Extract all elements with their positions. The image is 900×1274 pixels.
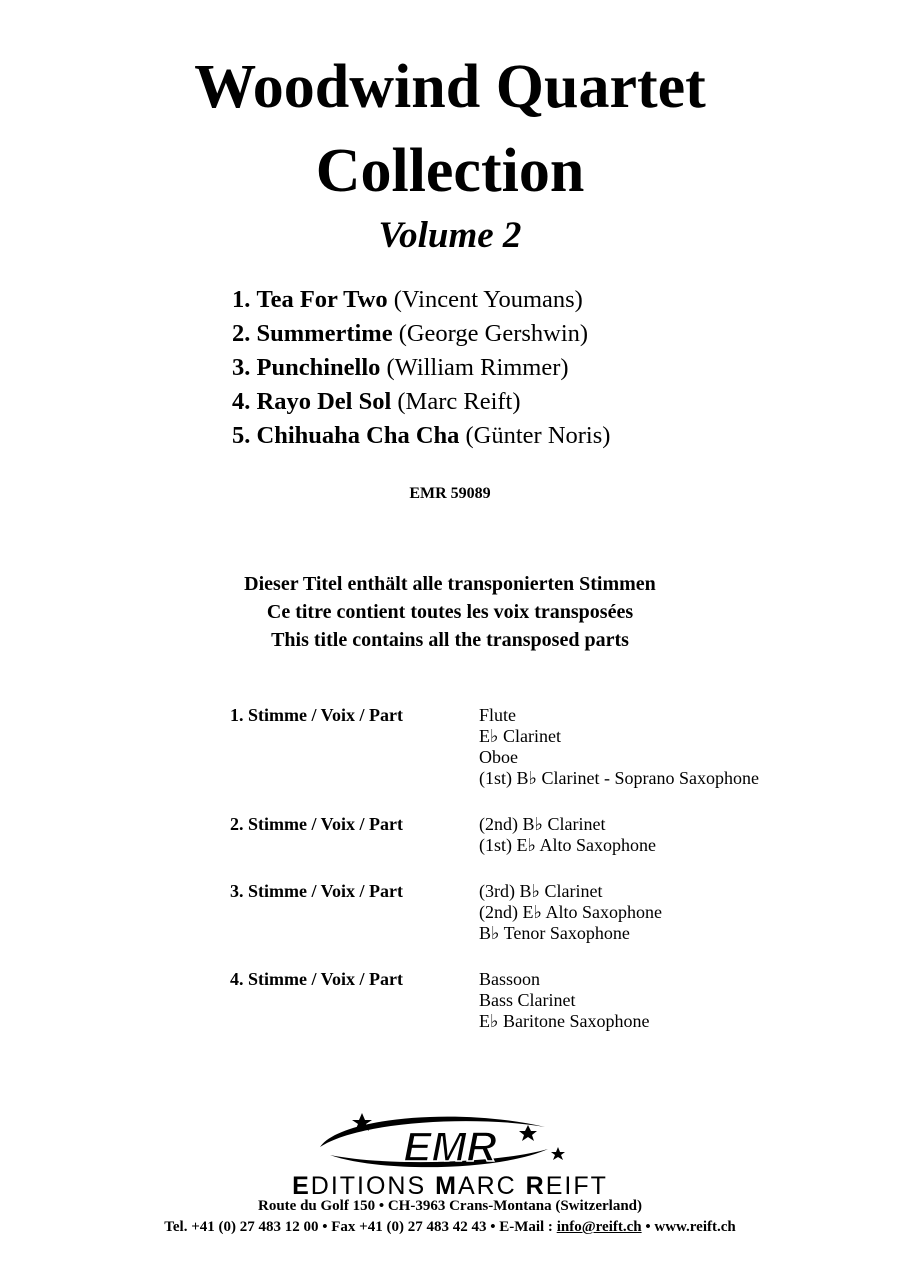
part-instruments <box>479 881 662 944</box>
part-instruments <box>479 814 656 856</box>
instrument: (2nd) B♭ Clarinet <box>479 814 606 834</box>
instrument: Bassoon <box>479 969 541 989</box>
publisher-name <box>0 1172 900 1200</box>
song-composer: (George Gershwin) <box>398 320 589 347</box>
song-number: 4. <box>232 388 251 415</box>
instrument: (1st) E♭ Alto Saxophone <box>479 835 656 855</box>
part-label: 3. Stimme / Voix / Part <box>230 881 403 901</box>
song-number: 1. <box>232 286 251 313</box>
instrument: Flute <box>479 705 517 725</box>
title-line-1: Woodwind Quartet <box>194 53 706 121</box>
instrument: (2nd) E♭ Alto Saxophone <box>479 902 662 922</box>
instrument: (3rd) B♭ Clarinet <box>479 881 603 901</box>
song-title: Rayo Del Sol <box>256 388 392 415</box>
publisher-contact <box>0 1219 900 1236</box>
song-composer: (William Rimmer) <box>386 354 569 381</box>
publisher-name-part: ARC <box>457 1172 526 1200</box>
transposition-notes <box>0 570 900 654</box>
list-item <box>232 283 610 317</box>
part-row <box>230 969 850 1032</box>
part-label: 2. Stimme / Voix / Part <box>230 814 403 834</box>
part-row <box>230 881 850 944</box>
list-item <box>232 351 610 385</box>
note-english: This title contains all the transposed parts <box>271 629 629 651</box>
publisher-address: Route du Golf 150 • CH-3963 Crans-Montana (Switzerland) <box>258 1198 642 1214</box>
song-title: Chihuaha Cha Cha <box>256 422 460 449</box>
instrument: Bass Clarinet <box>479 990 576 1010</box>
part-row <box>230 705 850 789</box>
emr-logo <box>300 1105 600 1175</box>
logo-text: EMR <box>403 1123 497 1170</box>
email-link[interactable]: info@reift.ch <box>556 1219 642 1235</box>
part-instruments <box>479 705 759 789</box>
publisher-name-initial: M <box>435 1172 458 1200</box>
song-list <box>232 283 610 453</box>
star-icon <box>551 1147 565 1160</box>
instrument: E♭ Clarinet <box>479 726 561 746</box>
list-item <box>232 317 610 351</box>
publisher-name-part: EIFT <box>545 1172 608 1200</box>
catalog-code: EMR 59089 <box>409 485 491 502</box>
instrument: B♭ Tenor Saxophone <box>479 923 630 943</box>
song-number: 2. <box>232 320 251 347</box>
song-number: 3. <box>232 354 251 381</box>
part-label: 1. Stimme / Voix / Part <box>230 705 403 725</box>
song-composer: (Günter Noris) <box>465 422 611 449</box>
song-title: Punchinello <box>256 354 381 381</box>
note-french: Ce titre contient toutes les voix transposées <box>266 601 634 623</box>
song-title: Summertime <box>256 320 393 347</box>
publisher-name-initial: R <box>525 1172 546 1200</box>
song-composer: (Vincent Youmans) <box>393 286 583 313</box>
part-instruments <box>479 969 649 1032</box>
instrument: (1st) B♭ Clarinet - Soprano Saxophone <box>479 768 759 788</box>
publisher-name-initial: E <box>292 1172 311 1200</box>
contact-website: • www.reift.ch <box>641 1219 736 1235</box>
instrument: E♭ Baritone Saxophone <box>479 1011 650 1031</box>
song-title: Tea For Two <box>256 286 388 313</box>
note-german: Dieser Titel enthält alle transponierten Stimmen <box>244 573 656 595</box>
contact-phone-fax: Tel. +41 (0) 27 483 12 00 • Fax +41 (0) 27 483 42 43 • E-Mail : <box>164 1219 557 1235</box>
parts-list <box>230 705 850 1057</box>
list-item <box>232 385 610 419</box>
part-row <box>230 814 850 856</box>
title-line-2: Collection <box>315 137 585 205</box>
list-item <box>232 419 610 453</box>
star-icon <box>519 1125 537 1141</box>
song-number: 5. <box>232 422 251 449</box>
publisher-name-part: DITIONS <box>310 1172 436 1200</box>
part-label: 4. Stimme / Voix / Part <box>230 969 403 989</box>
song-composer: (Marc Reift) <box>397 388 521 415</box>
volume-subtitle: Volume 2 <box>378 215 522 256</box>
instrument: Oboe <box>479 747 518 767</box>
